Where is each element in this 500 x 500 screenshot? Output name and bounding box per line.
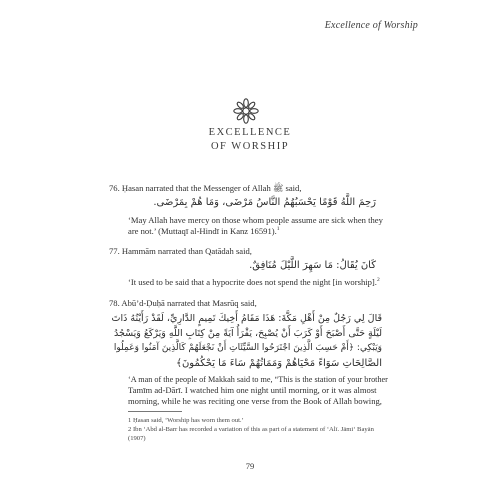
translation-76-line-1: ‘May Allah have mercy on those whom people assume are sick when they [128,215,383,225]
running-header: Excellence of Worship [324,20,418,31]
translation-78-line-1: ‘A man of the people of Makkah said to me, “This is the station of your brother [128,375,388,384]
chapter-title-line-1: EXCELLENCE [208,127,292,138]
chapter-title-line-2: OF WORSHIP [210,141,290,152]
arabic-text-78-line-2: لَيْلَةٍ حَتَّى أَصْبَحَ أَوْ كَرَبَ أَنْ يُصْبِحَ، يَقْرَأُ آيَةً مِنْ كِتَابِ اللَّهِ وَيَرْكَعُ وَيَسْجُدُ [113,328,382,339]
footnote-2: 2 Ibn ‘Abd al-Barr has recorded a variation of this as part of a statement of ‘Alī. Jāmi‘ Bayān [128,426,374,433]
narration-77: 77. Hammām narrated than Qatādah said, [109,246,252,256]
translation-78-line-3: morning, while he was reciting one verse from the Book of Allah bowing, [128,396,382,406]
translation-77-line-1 [128,277,380,288]
footnote-1: 1 Ḥasan said, ‘Worship has worn them out.’ [128,417,244,424]
star-flower-ornament-icon [231,96,261,126]
arabic-text-78-line-4: الصَّالِحَاتِ سَوَاءً مَحْيَاهُمْ وَمَمَاتُهُمْ سَاءَ مَا يَحْكُمُونَ﴾ [176,358,382,369]
footnote-2-continued: (1907) [128,435,146,442]
arabic-text-78-line-3: وَيَبْكِي: ﴿أَمْ حَسِبَ الَّذِينَ اجْتَرَحُوا السَّيِّئَاتِ أَنْ نَجْعَلَهُمْ كَالَّذِينَ آمَنُوا وَعَمِلُوا [113,343,382,353]
translation-78-line-2: Tamīm ad-Dārī. I watched him one night until morning, or it was almost [128,385,377,395]
footnote-marker-2: 2 [376,277,380,284]
translation-76-line-2 [128,226,380,237]
footnote-divider [128,411,182,412]
narration-78: 78. Abū’d-Ḍuḥā narrated that Masrūq said, [109,298,257,308]
arabic-text-77: كَانَ يُقَالُ: مَا سَهِرَ اللَّيْلَ مُنَافِقٌ. [249,260,376,271]
page-number: 79 [245,461,255,471]
translation-76-line-2-text: are not.’ (Muttaqī al-Hindī in Kanz 16591). [128,226,277,236]
translation-77-line-1-text: ‘It used to be said that a hypocrite does not spend the night [in worship]. [128,277,377,287]
narration-76: 76. Ḥasan narrated that the Messenger of Allah ﷺ said, [109,183,302,193]
arabic-text-78-line-1: قَالَ لِي رَجُلٌ مِنْ أَهْلِ مَكَّةَ: هَذَا مَقَامُ أَخِيكَ تَمِيمٍ الدَّارِيِّ، لَقَدْ رَأَيْتُهُ ذَاتَ [111,313,382,324]
arabic-text-76: رَحِمَ اللَّهُ قَوْمًا يَحْسَبُهُمُ النَّاسُ مَرْضَى، وَمَا هُمْ بِمَرْضَى. [153,197,376,208]
footnote-marker-1: 1 [276,226,280,233]
